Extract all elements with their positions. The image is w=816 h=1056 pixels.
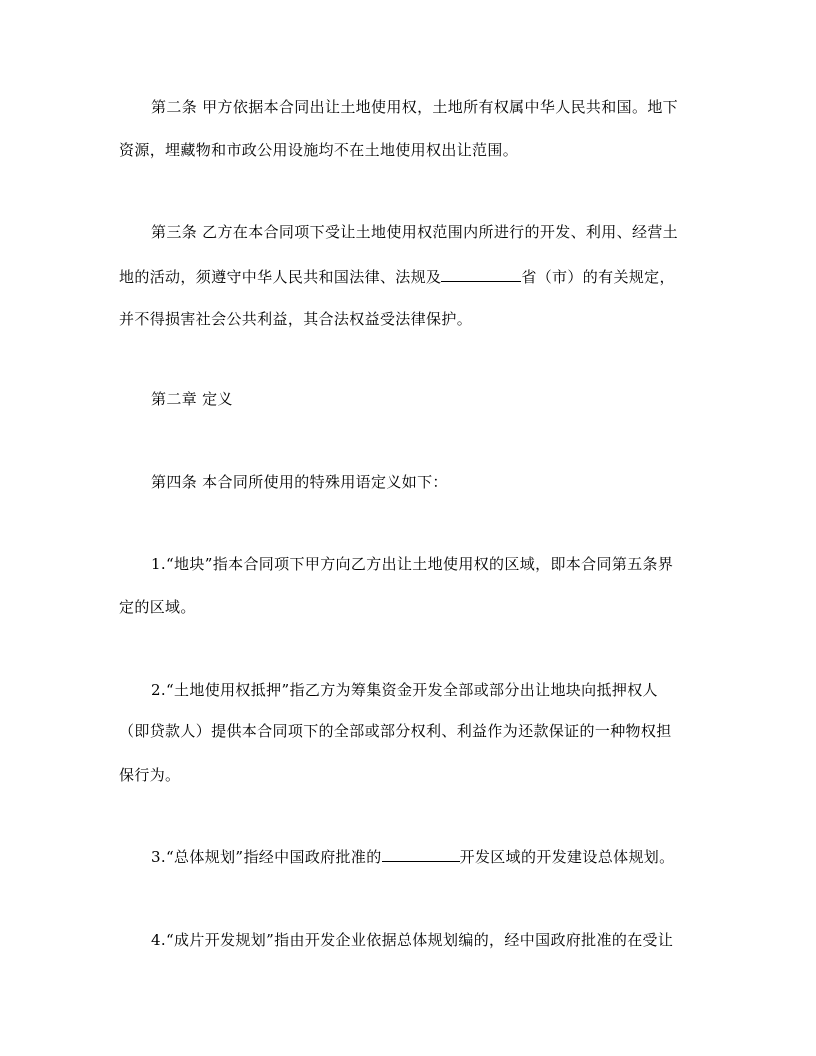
- development-area-blank-field[interactable]: [382, 846, 460, 862]
- article-3-line-1: 第三条 乙方在本合同项下受让土地使用权范围内所进行的开发、利用、经营土: [151, 223, 679, 241]
- article-2-line-1: 第二条 甲方依据本合同出让土地使用权，土地所有权属中华人民共和国。地下: [151, 98, 679, 116]
- definition-3-text: 3.“总体规划”指经中国政府批准的: [151, 848, 382, 866]
- definition-2-line-3: 保行为。: [119, 766, 181, 784]
- definition-2-line-2: （即贷款人）提供本合同项下的全部或部分权利、利益作为还款保证的一种物权担: [119, 722, 672, 740]
- article-3-line-2-text: 地的活动，须遵守中华人民共和国法律、法规及: [119, 268, 442, 286]
- chapter-2-heading: 第二章 定义: [151, 390, 233, 408]
- article-2-line-2: 资源，埋藏物和市政公用设施均不在土地使用权出让范围。: [119, 141, 519, 159]
- article-3-line-2: [119, 266, 675, 287]
- province-blank-field[interactable]: [441, 266, 521, 282]
- definition-3-suffix: 开发区域的开发建设总体规划。: [459, 848, 675, 866]
- definition-1-line-1: 1.“地块”指本合同项下甲方向乙方出让土地使用权的区域，即本合同第五条界: [151, 555, 674, 573]
- definition-4-line-1: 4.“成片开发规划”指由开发企业依据总体规划编的，经中国政府批准的在受让: [151, 931, 674, 949]
- definition-3-line: [151, 846, 675, 867]
- definition-2-line-1: 2.“土地使用权抵押”指乙方为筹集资金开发全部或部分出让地块向抵押权人: [151, 681, 658, 699]
- article-3-line-3: 并不得损害社会公共利益，其合法权益受法律保护。: [119, 310, 473, 328]
- article-4-line: 第四条 本合同所使用的特殊用语定义如下：: [151, 473, 448, 491]
- definition-1-line-2: 定的区域。: [119, 598, 196, 616]
- article-3-line-2-suffix: 省（市）的有关规定，: [521, 268, 675, 286]
